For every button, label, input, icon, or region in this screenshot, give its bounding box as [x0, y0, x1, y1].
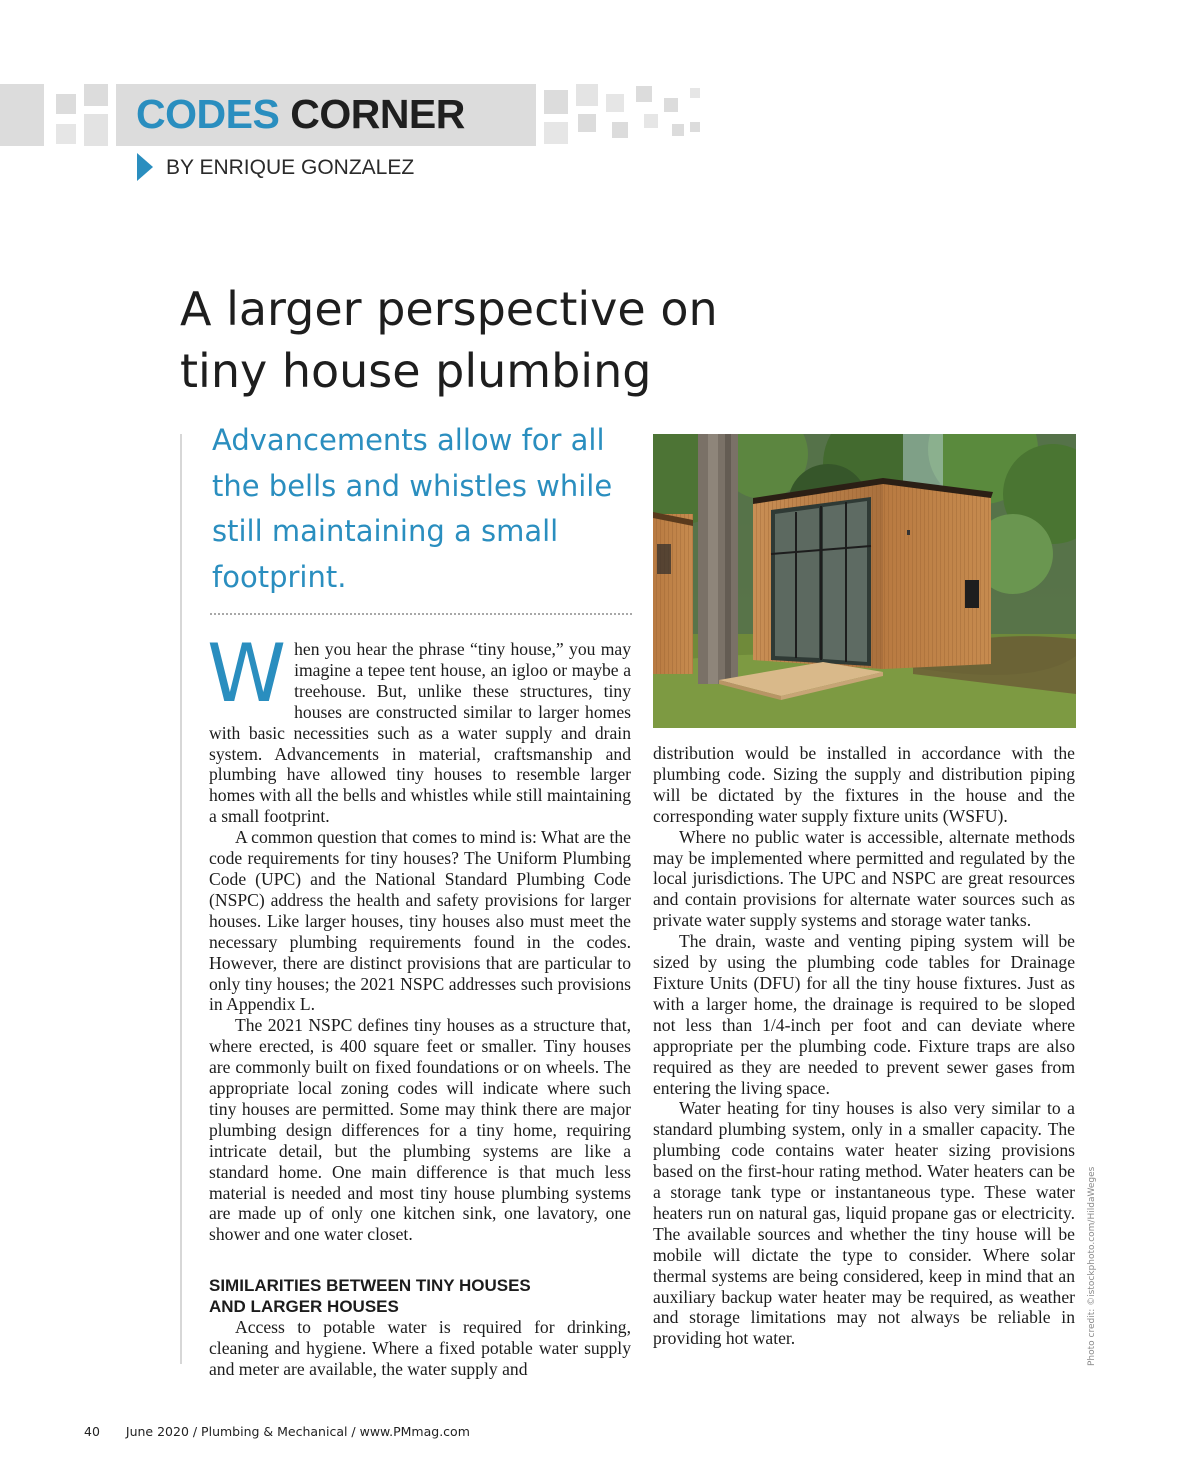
right-paragraph-4: Water heating for tiny houses is also very similar to a standard plumbing system, only in a smaller capacity. The plumbing code contains water heater sizing provisions based on the first-hour rating method. Water heaters can be a storage tank type or instantaneous type. These water heaters run on natural gas, liquid propane gas or electricity. The available sources and whether the tiny house will be mobile will dictate the type to consider. Where solar thermal systems are being considered, keep in mind that an auxiliary backup water heater may be required, as weather and storage limitations may not always be reliable in providing hot water.	[653, 1098, 1075, 1349]
paragraph-1-text: hen you hear the phrase “tiny house,” you may imagine a tepee tent house, an igloo or maybe a treehouse. But, unlike these structures, tiny houses are constructed similar to larger homes with basic necessities such as a water supply and drain system. Advancements in material, craftsmanship and plumbing have allowed tiny houses to resemble larger homes with all the bells and whistles while still maintaining a small footprint.	[209, 639, 631, 827]
headline-line-2: tiny house plumbing	[180, 344, 652, 398]
drop-cap: W	[207, 627, 287, 720]
subhead-line-2: AND LARGER HOUSES	[209, 1297, 399, 1317]
article-headline	[180, 278, 900, 402]
right-paragraph-3: The drain, waste and venting piping system will be sized by using the plumbing code tables for Drainage Fixture Units (DFU) for all the tiny house fixtures. Just as with a larger home, the drainage is required to be sloped not less than 1/4-inch per foot and can deviate where appropriate per the plumbing code. Fixture traps are also required as they are needed to prevent sewer gases from entering the living space.	[653, 931, 1075, 1098]
byline: BY ENRIQUE GONZALEZ	[166, 156, 415, 179]
deck-divider	[210, 613, 632, 615]
headline-line-1: A larger perspective on	[180, 282, 718, 336]
column-title	[136, 88, 465, 140]
subhead-line-1: SIMILARITIES BETWEEN TINY HOUSES	[209, 1276, 531, 1296]
tiny-house-photo	[653, 434, 1076, 728]
section-subhead	[209, 1275, 631, 1317]
byline-arrow-icon	[137, 153, 153, 181]
column-title-corner: CORNER	[290, 91, 465, 137]
article-deck: Advancements allow for all the bells and whistles while still maintaining a small footprint.	[212, 423, 613, 594]
column-title-codes: CODES	[136, 91, 280, 137]
page-number: 40	[84, 1424, 100, 1439]
left-vertical-rule	[180, 434, 182, 1364]
photo-credit: Photo credit: ©istockphoto.com/HildaWeges	[1087, 1166, 1097, 1366]
paragraph-3: The 2021 NSPC defines tiny houses as a structure that, where erected, is 400 square feet or smaller. Tiny houses are commonly built on fixed foundations or on wheels. The appropriate local zoning codes will indicate where such tiny houses are permitted. Some may think there are major plumbing design differences for a tiny home, requiring intricate detail, but the plumbing systems are like a standard home. One main difference is that much less material is needed and most tiny house plumbing systems are made up of only one kitchen sink, one lavatory, one shower and one water closet.	[209, 1015, 631, 1245]
right-column	[653, 743, 1075, 1349]
page-footer	[84, 1424, 470, 1439]
right-paragraph-2: Where no public water is accessible, alternate methods may be implemented where permitted and regulated by the local jurisdictions. The UPC and NSPC are great resources and contain provisions for alternate water sources such as private water supply systems and storage water tanks.	[653, 826, 1075, 931]
paragraph-4: Access to potable water is required for drinking, cleaning and hygiene. Where a fixed potable water supply and meter are available, the water supply and	[209, 1317, 631, 1380]
publication-line: June 2020 / Plumbing & Mechanical / www.PMmag.com	[125, 1424, 470, 1439]
paragraph-2: A common question that comes to mind is: What are the code requirements for tiny houses? The Uniform Plumbing Code (UPC) and the National Standard Plumbing Code (NSPC) address the health and safety provisions for larger houses. Like larger houses, tiny houses also must meet the necessary plumbing requirements found in the codes. However, there are distinct provisions that are particular to only tiny houses; the 2021 NSPC addresses such provisions in Appendix L.	[209, 827, 631, 1015]
paragraph-1	[207, 627, 631, 827]
right-paragraph-1: distribution would be installed in accordance with the plumbing code. Sizing the supply and distribution piping will be dictated by the fixtures in the house and the corresponding water supply fixture units (WSFU).	[653, 743, 1075, 826]
left-column	[207, 627, 631, 1380]
